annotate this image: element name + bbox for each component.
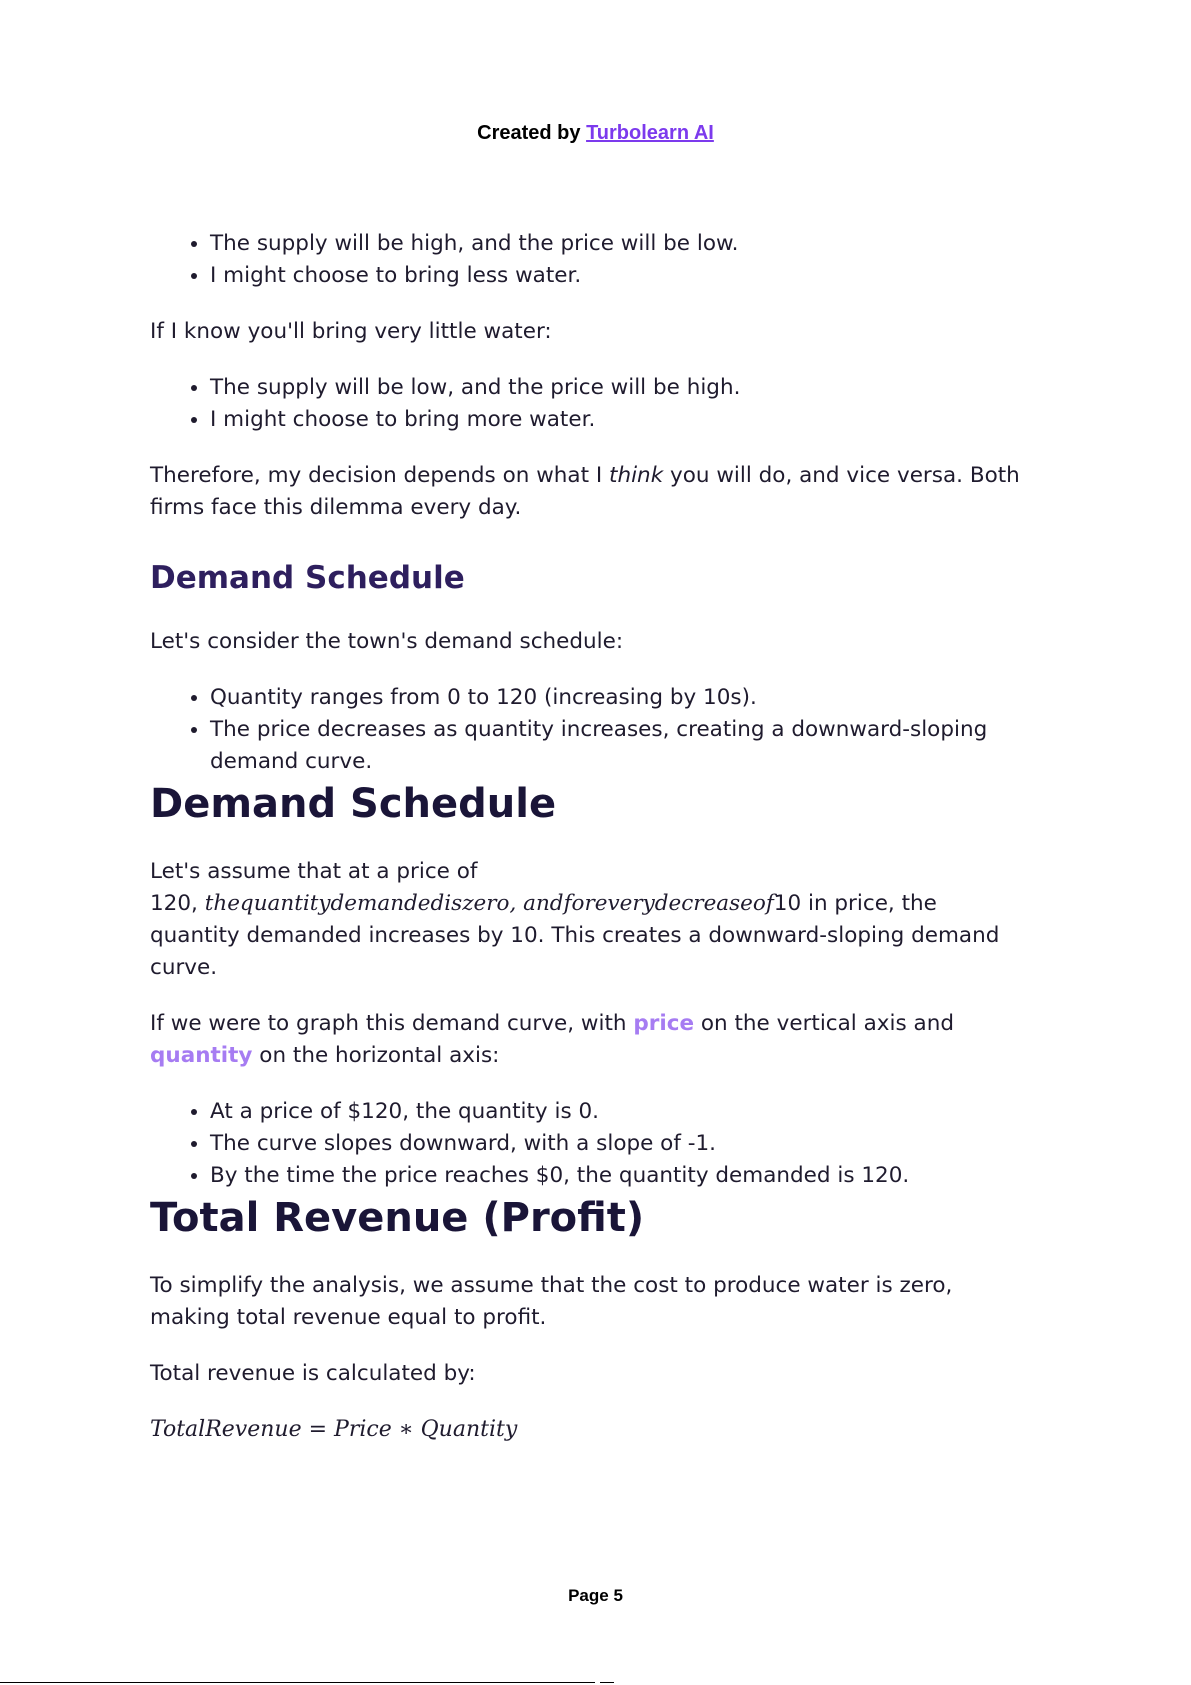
page-number: Page 5 <box>568 1586 623 1605</box>
paragraph-price-assumption: Let's assume that at a price of 120, thequantitydemandediszero, andforeverydecreaseof10 in price, the quantity demanded increases by 10. This creates a downward-sloping demand curve. <box>150 859 1000 980</box>
highlight-quantity: quantity <box>150 1043 253 1068</box>
paragraph-therefore: Therefore, my decision depends on what I think you will do, and vice versa. Both firms face this dilemma every day. <box>150 463 1020 520</box>
section-heading-demand-schedule: Demand Schedule <box>150 560 465 596</box>
header-prefix: Created by <box>477 122 581 144</box>
bottom-divider <box>0 1682 595 1683</box>
list-item: • The supply will be high, and the price will be low. <box>210 228 1030 260</box>
bullet-list-low-supply <box>150 372 1030 436</box>
paragraph-little-water: If I know you'll bring very little water: <box>150 319 552 344</box>
heading-demand-schedule: Demand Schedule <box>150 781 557 827</box>
list-item: • Quantity ranges from 0 to 120 (increasing by 10s). <box>210 682 1030 714</box>
inline-math-run: thequantitydemandediszero, andforeverydecreaseof <box>204 891 774 916</box>
paragraph-calculated-by: Total revenue is calculated by: <box>150 1361 476 1386</box>
heading-total-revenue: Total Revenue (Profit) <box>150 1195 645 1241</box>
list-item: • The price decreases as quantity increases, creating a downward-sloping demand curve. <box>210 714 1030 778</box>
document-body <box>150 228 1030 1446</box>
list-item: • I might choose to bring more water. <box>210 404 1030 436</box>
bullet-list-demand-schedule <box>150 682 1030 778</box>
bullet-list-curve <box>150 1096 1030 1192</box>
paragraph-cost-zero: To simplify the analysis, we assume that the cost to produce water is zero, making total revenue equal to profit. <box>150 1273 953 1330</box>
formula-total-revenue: TotalRevenue = Price ∗ Quantity <box>150 1417 518 1442</box>
paragraph-graph-axes: If we were to graph this demand curve, with price on the vertical axis and quantity on the horizontal axis: <box>150 1011 954 1068</box>
list-item: • At a price of $120, the quantity is 0. <box>210 1096 1030 1128</box>
page-header <box>0 122 1191 145</box>
list-item: • I might choose to bring less water. <box>210 260 1030 292</box>
list-item: • By the time the price reaches $0, the quantity demanded is 120. <box>210 1160 1030 1192</box>
bullet-list-high-supply <box>150 228 1030 292</box>
bottom-divider-short <box>600 1682 614 1683</box>
paragraph-demand-intro: Let's consider the town's demand schedule: <box>150 629 624 654</box>
list-item: • The curve slopes downward, with a slope of -1. <box>210 1128 1030 1160</box>
turbolearn-link[interactable]: Turbolearn AI <box>586 122 714 144</box>
emphasis-think: think <box>609 463 664 488</box>
list-item: • The supply will be low, and the price will be high. <box>210 372 1030 404</box>
highlight-price: price <box>633 1011 695 1036</box>
